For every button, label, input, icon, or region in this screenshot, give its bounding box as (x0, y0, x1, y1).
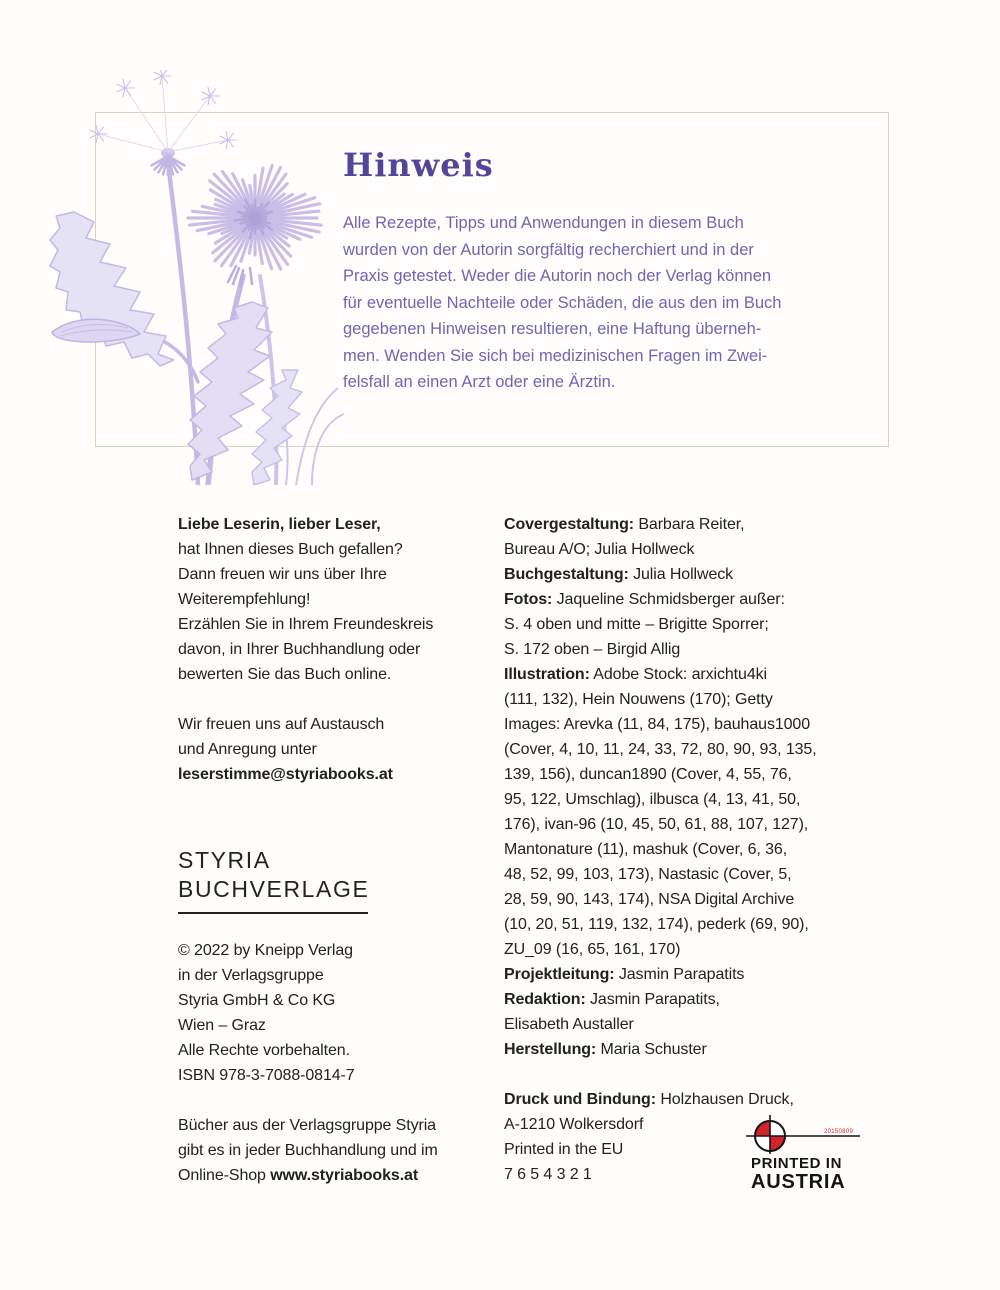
text-line: hat Ihnen dieses Buch gefallen? (178, 541, 403, 558)
text-line: Praxis getestet. Weder die Autorin noch der Verlag können (343, 267, 772, 285)
text-line: und Anregung unter (178, 741, 317, 758)
text-line: Online-Shop www.styriabooks.at (178, 1167, 419, 1184)
text-line: Druck und Bindung: Holzhausen Druck, (504, 1091, 794, 1108)
text-line: Wir freuen uns auf Austausch (178, 716, 385, 733)
reader-appeal-block (178, 512, 433, 787)
text-line: Fotos: Jaqueline Schmidsberger außer: (504, 591, 785, 608)
text-line: Styria GmbH & Co KG (178, 992, 336, 1009)
text-line: Illustration: Adobe Stock: arxichtu4ki (504, 666, 767, 683)
text-line: 48, 52, 99, 103, 173), Nastasic (Cover, 5, (504, 866, 792, 883)
publisher-logo-line2: BUCHVERLAGE (178, 876, 370, 902)
text-line: Wien – Graz (178, 1017, 266, 1034)
text-line: S. 172 oben – Birgid Allig (504, 641, 681, 658)
text-line: 139, 156), duncan1890 (Cover, 4, 55, 76, (504, 766, 792, 783)
text-line: Alle Rechte vorbehalten. (178, 1042, 350, 1059)
text-line: Redaktion: Jasmin Parapatits, (504, 991, 720, 1008)
text-line: 7 6 5 4 3 2 1 (504, 1166, 592, 1183)
text-line: davon, in Ihrer Buchhandlung oder (178, 641, 421, 658)
text-line: (111, 132), Hein Nouwens (170); Getty (504, 691, 773, 708)
text-line: 176), ivan-96 (10, 45, 50, 61, 88, 107, 127), (504, 816, 809, 833)
austria-label: AUSTRIA (751, 1171, 846, 1193)
text-line: gegebenen Hinweisen resultieren, eine Haftung überneh- (343, 320, 762, 338)
text-line: ZU_09 (16, 65, 161, 170) (504, 941, 681, 958)
text-line: gibt es in jeder Buchhandlung und im (178, 1142, 438, 1159)
text-line: (Cover, 4, 10, 11, 24, 33, 72, 80, 90, 93, 135, (504, 741, 817, 758)
text-line: Buchgestaltung: Julia Hollweck (504, 566, 734, 583)
text-line: für eventuelle Nachteile oder Schäden, die aus den im Buch (343, 293, 782, 312)
text-line: © 2022 by Kneipp Verlag (178, 942, 353, 959)
shop-block (178, 1113, 438, 1188)
text-line: in der Verlagsgruppe (178, 967, 324, 984)
text-line: Dann freuen wir uns über Ihre (178, 566, 387, 583)
printed-in-label: PRINTED IN (751, 1155, 843, 1172)
text-line: Liebe Leserin, lieber Leser, (178, 516, 381, 533)
text-line: Covergestaltung: Barbara Reiter, (504, 516, 745, 533)
credits-block (504, 512, 817, 1187)
text-line: (10, 20, 51, 119, 132, 174), pederk (69, 90), (504, 916, 809, 933)
publisher-logo-rule (178, 912, 368, 914)
text-line: Elisabeth Austaller (504, 1016, 634, 1033)
text-line: Images: Arevka (11, 84, 175), bauhaus1000 (504, 716, 811, 733)
text-line: felsfall an einen Arzt oder eine Ärztin. (343, 373, 616, 391)
text-line: wurden von der Autorin sorgfältig recherchiert und in der (343, 240, 754, 259)
text-line: ISBN 978-3-7088-0814-7 (178, 1067, 355, 1084)
text-line: Herstellung: Maria Schuster (504, 1041, 707, 1058)
notice-body (343, 210, 781, 396)
notice-title: Hinweis (343, 146, 494, 184)
text-line: Mantonature (11), mashuk (Cover, 6, 36, (504, 841, 788, 858)
text-line: leserstimme@styriabooks.at (178, 766, 393, 783)
text-line: Weiterempfehlung! (178, 591, 311, 608)
publisher-logo (178, 846, 369, 914)
text-line (178, 687, 433, 712)
text-line: Bureau A/O; Julia Hollweck (504, 541, 695, 558)
certification-code: 20150809 (824, 1129, 854, 1135)
text-line: 28, 59, 90, 143, 174), NSA Digital Archive (504, 891, 795, 908)
text-line: Alle Rezepte, Tipps und Anwendungen in diesem Buch (343, 214, 744, 232)
text-line: Printed in the EU (504, 1141, 624, 1158)
text-line (504, 1062, 817, 1087)
copyright-block (178, 938, 355, 1088)
text-line: A-1210 Wolkersdorf (504, 1116, 644, 1133)
text-line: Projektleitung: Jasmin Parapatits (504, 966, 745, 983)
text-line: Bücher aus der Verlagsgruppe Styria (178, 1117, 436, 1134)
publisher-logo-line1: STYRIA (178, 847, 271, 873)
text-line: S. 4 oben und mitte – Brigitte Sporrer; (504, 616, 769, 633)
printed-in-austria-mark (746, 1114, 860, 1198)
text-line: bewerten Sie das Buch online. (178, 666, 392, 683)
text-line: Erzählen Sie in Ihrem Freundeskreis (178, 616, 434, 633)
text-line: men. Wenden Sie sich bei medizinischen Fragen im Zwei- (343, 346, 768, 365)
text-line: 95, 122, Umschlag), ilbusca (4, 13, 41, 50, (504, 791, 801, 808)
